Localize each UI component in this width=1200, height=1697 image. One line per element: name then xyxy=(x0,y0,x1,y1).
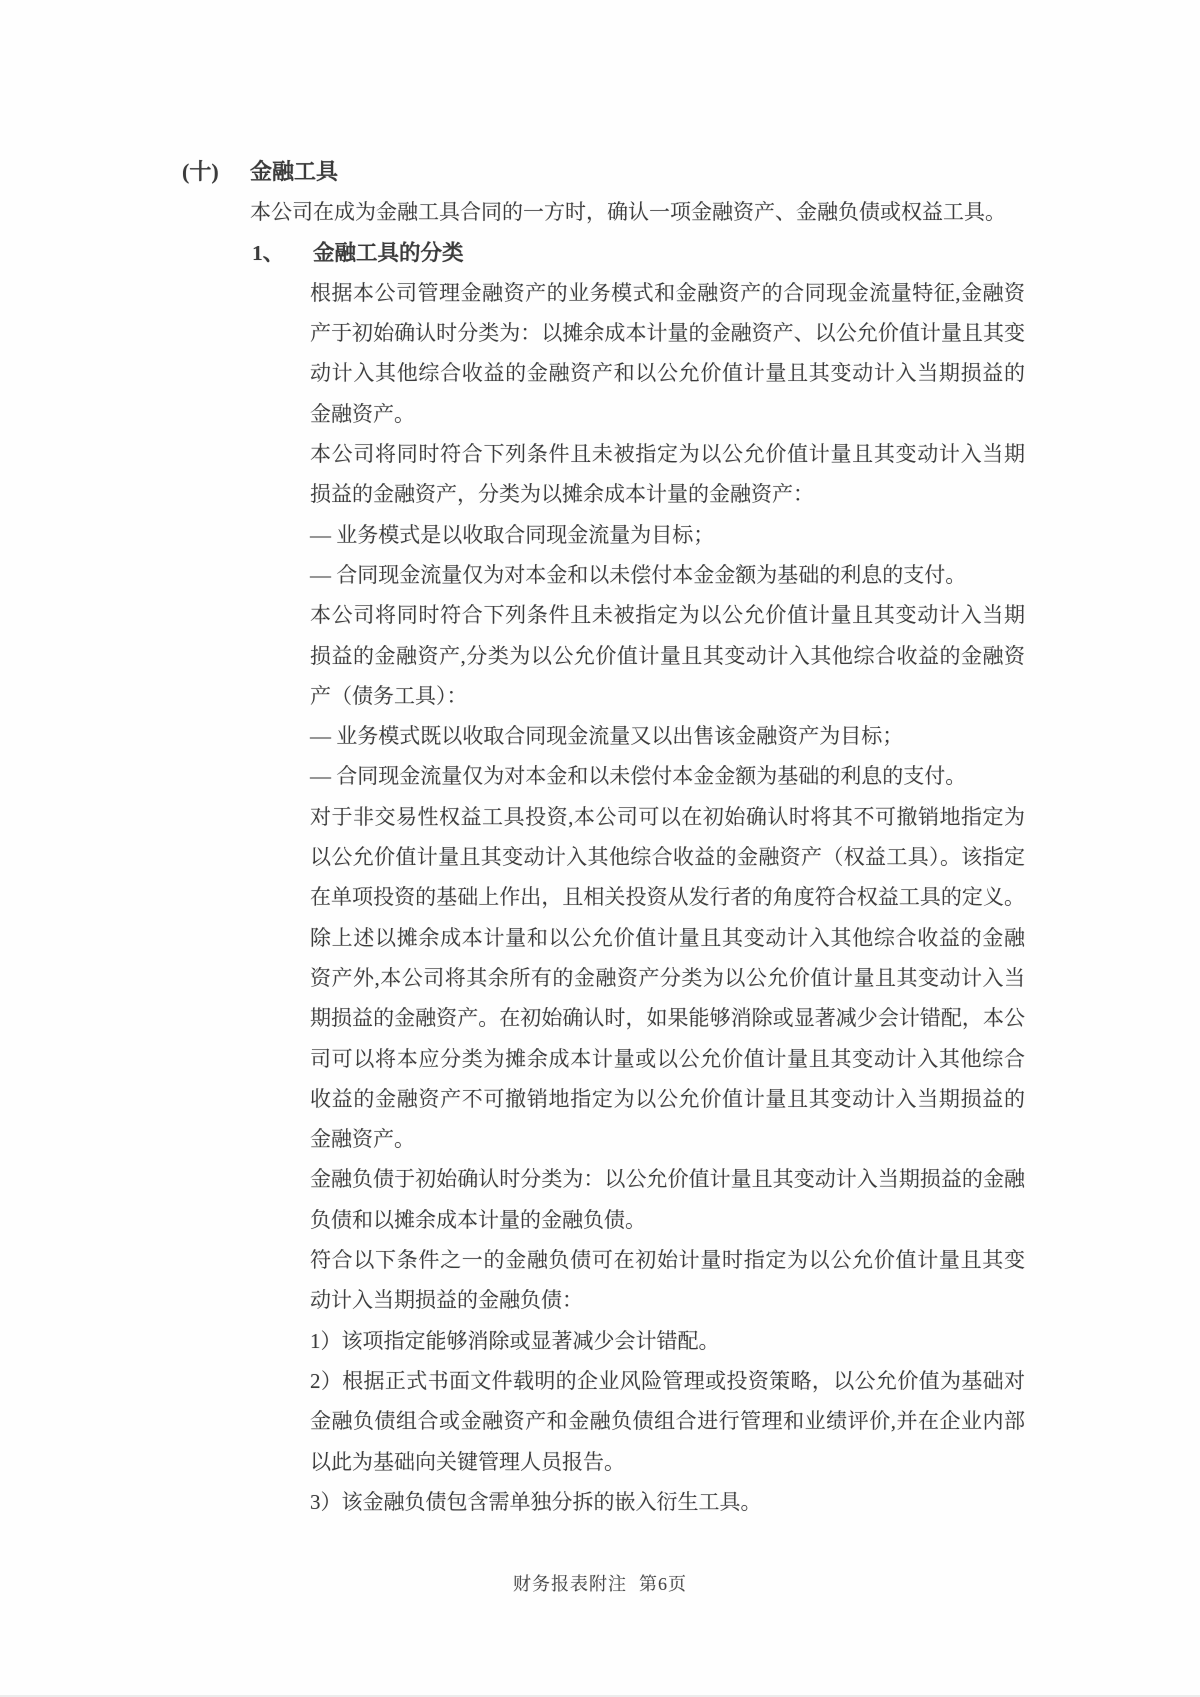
footer-label: 财务报表附注 xyxy=(513,1574,627,1594)
body-line: 负债和以摊余成本计量的金融负债。 xyxy=(310,1207,646,1232)
body-line: 除上述以摊余成本计量和以公允价值计量且其变动计入其他综合收益的金融 xyxy=(310,925,1025,950)
body-line: 收益的金融资产不可撤销地指定为以公允价值计量且其变动计入当期损益的 xyxy=(310,1086,1025,1111)
body-line: 产（债务工具）： xyxy=(310,683,468,708)
body-line: 司可以将本应分类为摊余成本计量或以公允价值计量且其变动计入其他综合 xyxy=(310,1046,1025,1071)
subsection-title: 金融工具的分类 xyxy=(313,240,464,265)
section-heading xyxy=(182,152,1025,192)
page-content xyxy=(182,152,1025,1522)
body-line: 3）该金融负债包含需单独分拆的嵌入衍生工具。 xyxy=(310,1489,762,1514)
body-line: 在单项投资的基础上作出，且相关投资从发行者的角度符合权益工具的定义。 xyxy=(310,885,1025,910)
body-line: 本公司将同时符合下列条件且未被指定为以公允价值计量且其变动计入当期 xyxy=(310,442,1025,467)
body-line: 本公司将同时符合下列条件且未被指定为以公允价值计量且其变动计入当期 xyxy=(310,603,1025,628)
subsection-heading xyxy=(252,233,1025,273)
body-line: 损益的金融资产，分类为以摊余成本计量的金融资产： xyxy=(310,482,814,507)
body-line: 动计入其他综合收益的金融资产和以公允价值计量且其变动计入当期损益的 xyxy=(310,361,1025,386)
body-line: — 合同现金流量仅为对本金和以未偿付本金金额为基础的利息的支付。 xyxy=(310,562,967,587)
body-line: 2）根据正式书面文件载明的企业风险管理或投资策略，以公允价值为基础对 xyxy=(310,1368,1025,1393)
body-line: 金融资产。 xyxy=(310,401,415,426)
body-line: 动计入当期损益的金融负债： xyxy=(310,1288,583,1313)
body-line: 金融资产。 xyxy=(310,1127,415,1152)
body-line: 符合以下条件之一的金融负债可在初始计量时指定为以公允价值计量且其变 xyxy=(310,1248,1025,1273)
section-title: 金融工具 xyxy=(250,159,339,184)
body-lines xyxy=(310,273,1025,1522)
intro-paragraph: 本公司在成为金融工具合同的一方时，确认一项金融资产、金融负债或权益工具。 xyxy=(250,200,1006,225)
body-line: 资产外,本公司将其余所有的金融资产分类为以公允价值计量且其变动计入当 xyxy=(310,965,1025,990)
body-line: — 合同现金流量仅为对本金和以未偿付本金金额为基础的利息的支付。 xyxy=(310,764,967,789)
body-line: 以公允价值计量且其变动计入其他综合收益的金融资产（权益工具）。该指定 xyxy=(310,845,1025,870)
body-line: 损益的金融资产,分类为以公允价值计量且其变动计入其他综合收益的金融资 xyxy=(310,643,1025,668)
footer-page-number: 第6页 xyxy=(639,1574,687,1594)
body-line: 以此为基础向关键管理人员报告。 xyxy=(310,1449,625,1474)
body-line: 期损益的金融资产。在初始确认时，如果能够消除或显著减少会计错配，本公 xyxy=(310,1006,1025,1031)
body-line: 产于初始确认时分类为：以摊余成本计量的金融资产、以公允价值计量且其变 xyxy=(310,321,1025,346)
body-line: 金融负债组合或金融资产和金融负债组合进行管理和业绩评价,并在企业内部 xyxy=(310,1409,1025,1434)
body-line: 根据本公司管理金融资产的业务模式和金融资产的合同现金流量特征,金融资 xyxy=(310,280,1025,305)
subsection-number: 1、 xyxy=(252,240,285,265)
body-line: 对于非交易性权益工具投资,本公司可以在初始确认时将其不可撤销地指定为 xyxy=(310,804,1025,829)
body-line: 金融负债于初始确认时分类为：以公允价值计量且其变动计入当期损益的金融 xyxy=(310,1167,1025,1192)
page-footer xyxy=(0,1570,1200,1596)
body-line: — 业务模式是以收取合同现金流量为目标； xyxy=(310,522,715,547)
body-line: 1）该项指定能够消除或显著减少会计错配。 xyxy=(310,1328,720,1353)
body-line: — 业务模式既以收取合同现金流量又以出售该金融资产为目标； xyxy=(310,724,904,749)
section-number: (十) xyxy=(182,159,219,184)
